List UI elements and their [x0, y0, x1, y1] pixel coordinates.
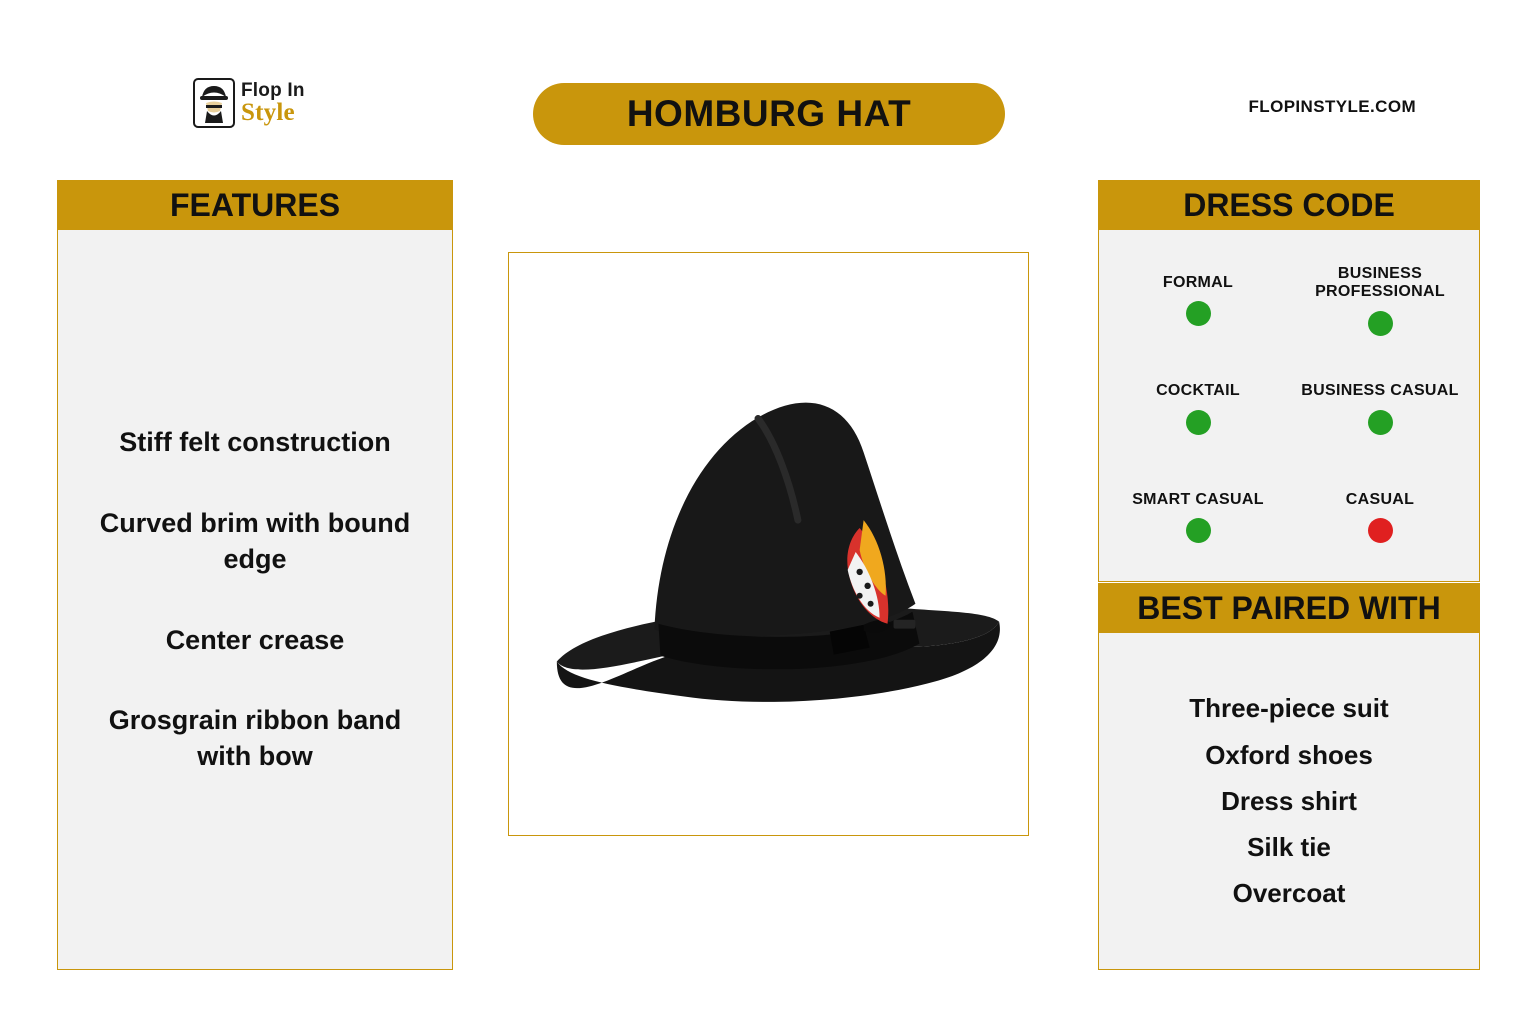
- paired-item: Silk tie: [1247, 832, 1331, 863]
- paired-item: Dress shirt: [1221, 785, 1357, 816]
- homburg-hat-photo: [509, 253, 1028, 835]
- status-dot-green: [1186, 301, 1211, 326]
- page-title-text: HOMBURG HAT: [626, 93, 912, 134]
- logo-text-line-1: Flop In: [241, 80, 305, 101]
- dress-code-panel: [1098, 180, 1480, 582]
- status-dot-green: [1186, 518, 1211, 543]
- dress-code-label: BUSINESS CASUAL: [1301, 382, 1459, 400]
- best-paired-with-heading: BEST PAIRED WITH: [1098, 583, 1480, 633]
- status-dot-green: [1368, 311, 1393, 336]
- best-paired-with-list: [1098, 633, 1480, 970]
- dress-code-item-casual: [1289, 491, 1471, 543]
- feature-item: Grosgrain ribbon band with bow: [108, 704, 402, 772]
- brand-logo: [193, 72, 323, 134]
- features-panel: [57, 180, 453, 970]
- feature-item: Center crease: [165, 624, 345, 655]
- dress-code-heading: DRESS CODE: [1098, 180, 1480, 230]
- status-dot-red: [1368, 518, 1393, 543]
- product-image-frame: [508, 252, 1029, 836]
- site-url: FLOPINSTYLE.COM: [1248, 97, 1416, 116]
- status-dot-green: [1368, 410, 1393, 435]
- paired-item: Overcoat: [1232, 878, 1346, 909]
- dress-code-item-business-casual: [1289, 382, 1471, 434]
- dress-code-label: COCKTAIL: [1156, 382, 1240, 400]
- dress-code-label: BUSINESS PROFESSIONAL: [1315, 264, 1445, 301]
- features-list: [57, 230, 453, 970]
- dress-code-item-formal: [1107, 274, 1289, 326]
- dress-code-item-smart-casual: [1107, 491, 1289, 543]
- bearded-man-with-hat-logo-icon: [193, 77, 235, 129]
- logo-text-line-2: Style: [241, 99, 295, 126]
- feature-item: Curved brim with bound edge: [99, 507, 411, 575]
- dress-code-label: FORMAL: [1162, 273, 1234, 291]
- feature-item: Stiff felt construction: [119, 427, 391, 458]
- paired-item: Oxford shoes: [1205, 739, 1373, 770]
- status-dot-green: [1186, 410, 1211, 435]
- dress-code-item-cocktail: [1107, 382, 1289, 434]
- paired-item: Three-piece suit: [1189, 693, 1389, 724]
- dress-code-item-business-professional: [1289, 265, 1471, 336]
- dress-code-label: SMART CASUAL: [1132, 490, 1264, 508]
- dress-code-grid: [1098, 230, 1480, 582]
- features-heading: FEATURES: [57, 180, 453, 230]
- best-paired-with-panel: [1098, 583, 1480, 970]
- page-title: [533, 83, 1005, 145]
- dress-code-label: CASUAL: [1345, 490, 1415, 508]
